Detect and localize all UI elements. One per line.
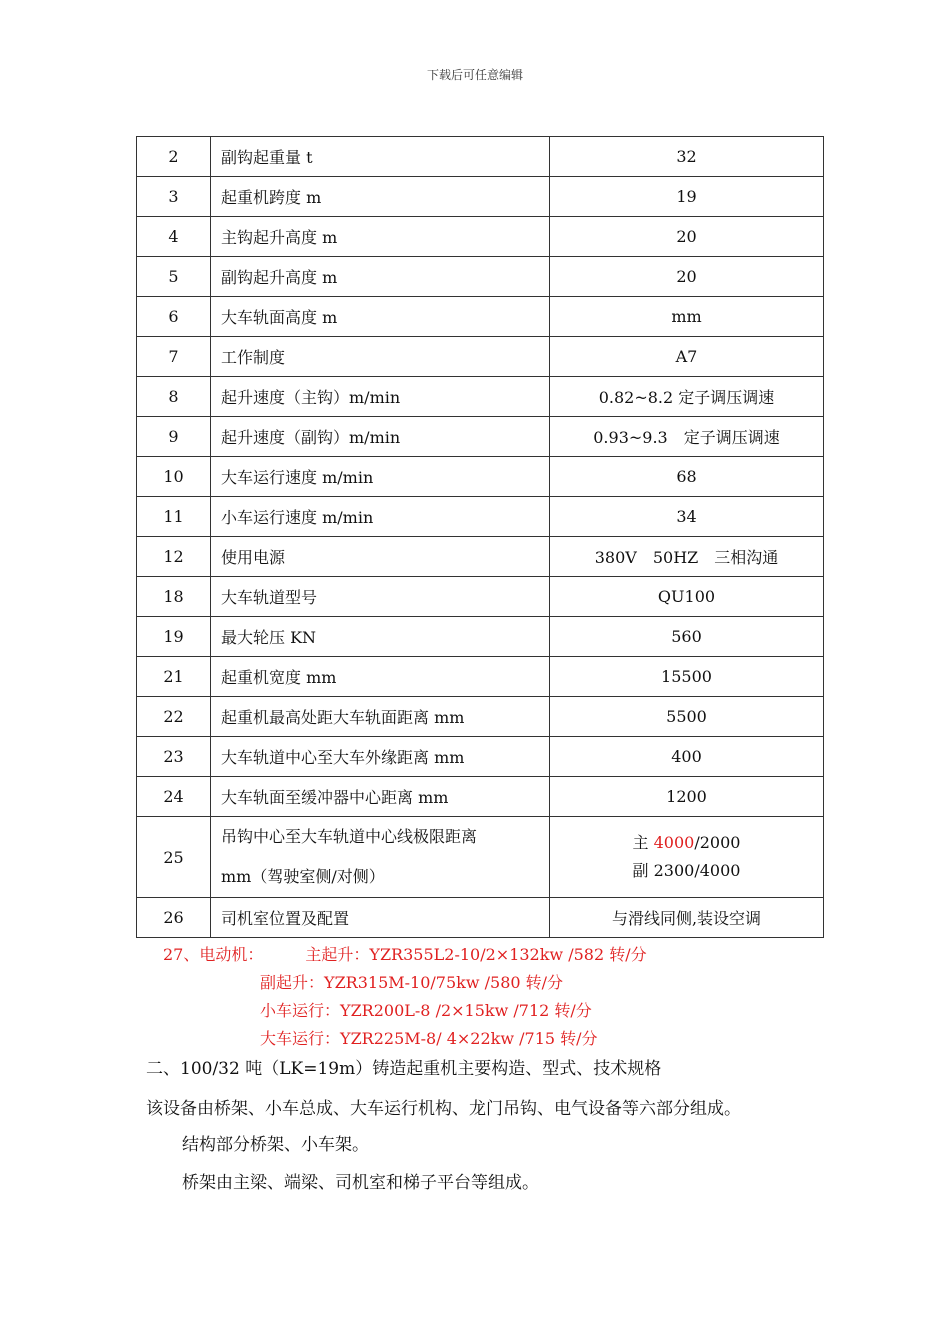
main-hook-limit bbox=[550, 829, 823, 857]
paragraph-composition: 该设备由桥架、小车总成、大车运行机构、龙门吊钩、电气设备等六部分组成。 bbox=[146, 1099, 741, 1119]
row-value: QU100 bbox=[550, 577, 824, 617]
row-parameter: 大车轨道中心至大车外缘距离 mm bbox=[211, 737, 550, 777]
paragraph-bridge: 桥架由主梁、端梁、司机室和梯子平台等组成。 bbox=[182, 1173, 539, 1193]
row-number: 18 bbox=[137, 577, 211, 617]
row-value: 15500 bbox=[550, 657, 824, 697]
row-number: 5 bbox=[137, 257, 211, 297]
row-parameter: 工作制度 bbox=[211, 337, 550, 377]
row-number: 11 bbox=[137, 497, 211, 537]
row-parameter: 大车轨道型号 bbox=[211, 577, 550, 617]
table-row-25 bbox=[137, 817, 824, 898]
table-row bbox=[137, 337, 824, 377]
table-row bbox=[137, 497, 824, 537]
row-number: 9 bbox=[137, 417, 211, 457]
row-parameter: 起重机最高处距大车轨面距离 mm bbox=[211, 697, 550, 737]
row-number: 21 bbox=[137, 657, 211, 697]
row-number: 23 bbox=[137, 737, 211, 777]
row-number: 25 bbox=[137, 817, 211, 898]
row-number: 4 bbox=[137, 217, 211, 257]
row-number: 24 bbox=[137, 777, 211, 817]
motor-trolley: 小车运行：YZR200L-8 /2×15kw /712 转/分 bbox=[260, 1001, 592, 1020]
table-row bbox=[137, 257, 824, 297]
motor-main-hoist: 主起升：YZR355L2-10/2×132kw /582 转/分 bbox=[305, 945, 647, 964]
row-value: 与滑线同侧,装设空调 bbox=[550, 898, 824, 938]
row-number: 6 bbox=[137, 297, 211, 337]
row-number: 7 bbox=[137, 337, 211, 377]
row-parameter-line1: 吊钩中心至大车轨道中心线极限距离 bbox=[221, 827, 478, 846]
table-row bbox=[137, 537, 824, 577]
row-parameter: 大车轨面高度 m bbox=[211, 297, 550, 337]
row-parameter: 大车轨面至缓冲器中心距离 mm bbox=[211, 777, 550, 817]
row-value: 20 bbox=[550, 217, 824, 257]
spec-table bbox=[136, 136, 824, 938]
row-parameter: 司机室位置及配置 bbox=[211, 898, 550, 938]
table-row bbox=[137, 457, 824, 497]
aux-hook-limit: 副 2300/4000 bbox=[632, 861, 741, 880]
main-hook-limit-rest: /2000 bbox=[694, 833, 741, 852]
row-number: 26 bbox=[137, 898, 211, 938]
table-row bbox=[137, 617, 824, 657]
row-value bbox=[550, 817, 824, 898]
spec-table-body bbox=[137, 137, 824, 938]
motor-aux-hoist: 副起升：YZR315M-10/75kw /580 转/分 bbox=[260, 973, 564, 992]
table-row bbox=[137, 657, 824, 697]
row-value: 0.93~9.3 定子调压调速 bbox=[550, 417, 824, 457]
row-value: 1200 bbox=[550, 777, 824, 817]
table-row-26 bbox=[137, 898, 824, 938]
table-row bbox=[137, 577, 824, 617]
row-value: 32 bbox=[550, 137, 824, 177]
table-row bbox=[137, 177, 824, 217]
row-value: 20 bbox=[550, 257, 824, 297]
row-parameter: 起重机宽度 mm bbox=[211, 657, 550, 697]
main-hook-limit-prefix: 主 bbox=[632, 833, 654, 852]
row-value: 5500 bbox=[550, 697, 824, 737]
row-parameter: 大车运行速度 m/min bbox=[211, 457, 550, 497]
table-row bbox=[137, 737, 824, 777]
main-hook-limit-highlight: 4000 bbox=[653, 833, 695, 852]
motor-section bbox=[163, 942, 647, 965]
row-parameter: 主钩起升高度 m bbox=[211, 217, 550, 257]
row-parameter: 副钩起重量 t bbox=[211, 137, 550, 177]
row-value: 68 bbox=[550, 457, 824, 497]
row-number: 12 bbox=[137, 537, 211, 577]
table-row bbox=[137, 297, 824, 337]
row-number: 3 bbox=[137, 177, 211, 217]
section-heading: 二、100/32 吨（LK=19m）铸造起重机主要构造、型式、技术规格 bbox=[146, 1059, 662, 1079]
row-value: 34 bbox=[550, 497, 824, 537]
table-row bbox=[137, 217, 824, 257]
row-number: 10 bbox=[137, 457, 211, 497]
table-row bbox=[137, 777, 824, 817]
row-parameter: 起重机跨度 m bbox=[211, 177, 550, 217]
table-row bbox=[137, 417, 824, 457]
paragraph-structure: 结构部分桥架、小车架。 bbox=[182, 1135, 369, 1155]
row-value: 400 bbox=[550, 737, 824, 777]
row-value: 0.82~8.2 定子调压调速 bbox=[550, 377, 824, 417]
table-row bbox=[137, 697, 824, 737]
motor-crane: 大车运行：YZR225M-8/ 4×22kw /715 转/分 bbox=[260, 1029, 598, 1048]
row-parameter: 小车运行速度 m/min bbox=[211, 497, 550, 537]
row-parameter: 起升速度（副钩）m/min bbox=[211, 417, 550, 457]
row-number: 22 bbox=[137, 697, 211, 737]
row-number: 2 bbox=[137, 137, 211, 177]
row-parameter: 使用电源 bbox=[211, 537, 550, 577]
row-value: 380V 50HZ 三相沟通 bbox=[550, 537, 824, 577]
row-number: 8 bbox=[137, 377, 211, 417]
row-value: mm bbox=[550, 297, 824, 337]
row-value: 19 bbox=[550, 177, 824, 217]
row-value: A7 bbox=[550, 337, 824, 377]
row-value: 560 bbox=[550, 617, 824, 657]
row-parameter-line2: mm（驾驶室侧/对侧） bbox=[221, 867, 385, 886]
row-parameter bbox=[211, 817, 550, 898]
page-header: 下载后可任意编辑 bbox=[426, 68, 523, 82]
table-row bbox=[137, 137, 824, 177]
row-parameter: 副钩起升高度 m bbox=[211, 257, 550, 297]
row-number: 19 bbox=[137, 617, 211, 657]
table-row bbox=[137, 377, 824, 417]
row-parameter: 最大轮压 KN bbox=[211, 617, 550, 657]
motor-title: 27、电动机： bbox=[163, 945, 264, 964]
row-parameter: 起升速度（主钩）m/min bbox=[211, 377, 550, 417]
